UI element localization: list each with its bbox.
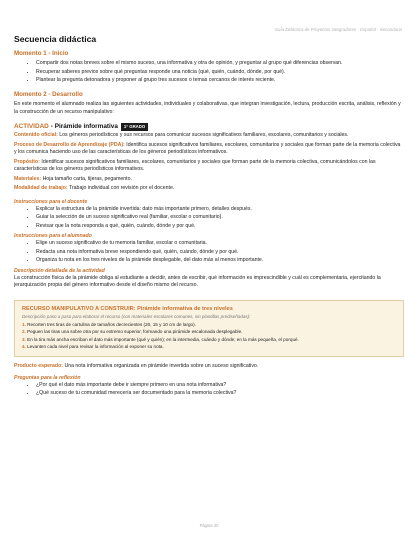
field-label: Contenido oficial: (14, 131, 58, 138)
field-value: Una nota informativa organizada en pirámide invertida sobre un suceso significativo. (64, 363, 259, 370)
activity-title (14, 122, 404, 132)
recurso-subtitle: Descripción paso a paso para elaborar el recurso (con materiales escolares comunes, sin plantillas prediseñadas): (22, 313, 251, 319)
activity-label: ACTIVIDAD (14, 123, 49, 131)
contenido-field (14, 132, 404, 140)
page-number: Página 30 (199, 523, 219, 528)
recurso-step: 2. Peguen las tiras una sobre otra por su extremo superior, formando una pirámide escalonada desplegable. (22, 329, 243, 335)
list-item: • Revisar que la nota responda a qué, quién, cuándo, dónde y por qué. (36, 223, 404, 231)
recurso-step: 1. Recorten tres tiras de cartulina de tamaños decrecientes (20, 15 y 10 cm de largo). (22, 321, 196, 327)
list-item: • Recuperar saberes previos sobre qué preguntas responde una noticia (qué, quién, cuándo, dónde, por qué). (36, 69, 404, 77)
field-value: Los géneros periodísticos y sus recursos para comunicar sucesos significativos familiares, escolares, comunitarios y sociales. (59, 131, 349, 138)
field-label: Proceso de Desarrollo de Aprendizaje (PDA): (14, 141, 125, 148)
list-item: • Plantear la pregunta detonadora y proponer al grupo tres sucesos o temas cercanos de interés reciente. (36, 77, 404, 85)
activity-name: - Pirámide informativa (50, 123, 118, 131)
running-header: Guía Didáctica de Proyectos Integradores · Español · Secundaria (274, 27, 402, 32)
list-item: • Organiza tu nota en los tres niveles de la pirámide desplegable, del dato más al menos importante. (36, 257, 404, 265)
alumnado-list (14, 240, 404, 265)
proposito-field (14, 159, 404, 174)
field-label: Producto esperado: (14, 363, 64, 370)
recurso-title: RECURSO MANIPULATIVO A CONSTRUIR: Pirámide informativa de tres niveles (22, 305, 233, 312)
pda-field (14, 142, 404, 157)
list-item: • Guiar la selección de un suceso significativo real (familiar, escolar o comunitario). (36, 214, 404, 222)
field-value: Identifica sucesos significativos familiares, escolares, comunitarios y sociales que forman parte de la memoria colectiva y los comunica haciendo uso de las características de los géneros periodísticos informativos. (14, 141, 401, 156)
docente-list (14, 206, 404, 231)
page-title: Secuencia didáctica (14, 34, 97, 44)
descripcion-text: La construcción física de la pirámide obliga al estudiante a decidir, antes de escribir, qué información es imprescindible y cuál es complementaria, ejercitando la jerarquización propia del género informativo desde el diseño mismo del recurso. (14, 274, 381, 289)
descripcion-heading: Descripción detallada de la actividad (14, 267, 105, 274)
producto-field (14, 363, 404, 371)
field-label: Materiales: (14, 175, 42, 182)
modalidad-field (14, 185, 404, 193)
docente-heading: Instrucciones para el docente (14, 198, 88, 205)
list-item: • Compartir dos notas breves sobre el mismo suceso, una informativa y otra de opinión, y preguntar al grupo qué diferencias observan. (36, 60, 404, 68)
list-item: • Elige un suceso significativo de tu memoria familiar, escolar o comunitaria. (36, 240, 404, 248)
recurso-step: 4. Levanten cada nivel para revisar la información al exponer su nota. (22, 343, 164, 349)
list-item: • Redacta una nota informativa breve respondiendo qué, quién, cuándo, dónde y por qué. (36, 249, 404, 257)
recurso-step: 3. En la tira más ancha escriban el dato más importante (qué y quién); en la intermedia, cuándo y dónde; en la más pequeña, el porqué. (22, 336, 299, 342)
momento1-list (14, 60, 404, 85)
materiales-field (14, 176, 404, 184)
reflexion-list (14, 382, 404, 398)
field-label: Modalidad de trabajo: (14, 185, 68, 192)
list-item: • ¿Por qué el dato más importante debe ir siempre primero en una nota informativa? (36, 382, 404, 390)
grade-badge: 1° GRADO (121, 123, 148, 131)
field-value: Identificar sucesos significativos familiares, escolares, comunitarios y sociales que forman parte de la memoria colectiva, comunicándolos con las características de los géneros periodísticos informativos. (14, 158, 376, 173)
momento2-heading: Momento 2 - Desarrollo (14, 90, 83, 98)
list-item: • ¿Qué suceso de tu comunidad merecería ser documentado para la memoria colectiva? (36, 390, 404, 398)
field-label: Propósito: (14, 158, 40, 165)
field-value: Hoja tamaño carta, tijeras, pegamento. (42, 175, 132, 182)
field-value: Trabajo individual con revisión por el docente. (68, 185, 175, 192)
alumnado-heading: Instrucciones para el alumnado (14, 233, 92, 240)
momento1-heading: Momento 1 - Inicio (14, 50, 69, 57)
reflexion-heading: Preguntas para la reflexión (14, 374, 81, 381)
main-content (14, 50, 404, 401)
list-item: • Explicar la estructura de la pirámide invertida: dato más importante primero, detalles después. (36, 206, 404, 214)
recurso-box (14, 300, 404, 357)
momento2-intro: En este momento el alumnado realiza las siguientes actividades, individuales y colaborativas, que integran investigación, lectura, producción escrita, análisis, reflexión y la construcción de un recurso manipulativo: (14, 101, 401, 115)
